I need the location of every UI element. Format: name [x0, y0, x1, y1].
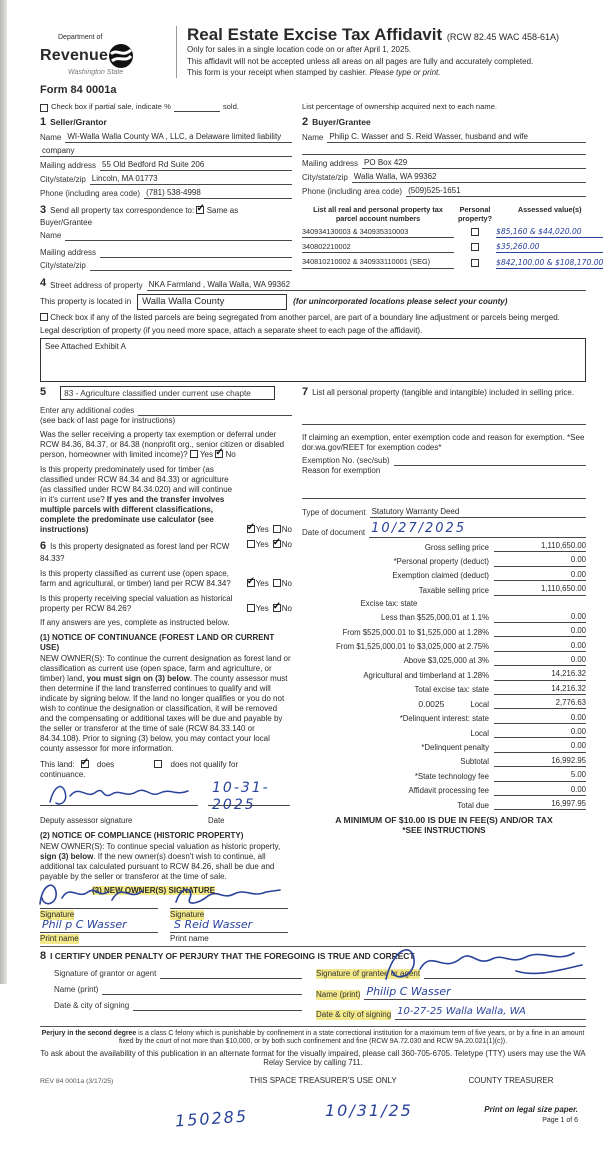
buyer-name-field-2[interactable]: [302, 146, 586, 155]
street-address-field[interactable]: [147, 280, 586, 291]
exemption-question: [40, 430, 292, 460]
field-label: Phone (including area code): [302, 187, 403, 197]
grantee-signature-label: Signature of grantee or agent: [316, 969, 421, 979]
parcel-row: [302, 242, 603, 253]
tax-label: Taxable selling price: [418, 585, 489, 595]
section-1-seller: [40, 116, 292, 200]
seller-name-field[interactable]: [65, 132, 292, 143]
county-note: (for unincorporated locations please select your county): [293, 296, 508, 306]
does-not-checkbox[interactable]: [154, 760, 162, 768]
personal-property-field[interactable]: [302, 416, 586, 425]
yes-label: Yes: [199, 450, 213, 460]
does-checkbox[interactable]: [81, 760, 89, 768]
buyer-phone-field[interactable]: [406, 186, 586, 197]
notice-text-bold: you must sign on (3) below: [86, 673, 190, 683]
buyer-name-field[interactable]: [327, 132, 586, 143]
tax-label: *Personal property (deduct): [393, 556, 489, 566]
tax-label: Local: [470, 728, 489, 738]
partial-sale-percent-field[interactable]: [174, 111, 220, 112]
yes-label: Yes: [255, 525, 269, 535]
tax-label: Subtotal: [460, 757, 489, 767]
tax-label: Gross selling price: [424, 542, 489, 552]
street-address-label: Street address of property: [50, 280, 143, 290]
grantee-name-value: Philip C Wasser: [366, 985, 451, 999]
predominate-question-bold: If yes and the transfer involves multiple parcels with different classifications, complete the predominate use calculator (see instructions): [40, 495, 225, 535]
treasurer-space-label: THIS SPACE TREASURER'S USE ONLY: [249, 1076, 397, 1086]
field-label: City/state/zip: [302, 173, 348, 183]
field-label: Name: [302, 133, 324, 143]
tax-label: Above $3,025,000 at 3%: [403, 656, 489, 666]
partial-sale-row: [40, 102, 586, 111]
tax-label: Agricultural and timberland at 1.28%: [363, 670, 489, 680]
grantee-signature-field[interactable]: [424, 970, 586, 979]
additional-codes-field[interactable]: [138, 407, 292, 416]
section-8-certify: [40, 946, 586, 1020]
header-note-3: [187, 68, 586, 78]
assessed-value: $35,260.00: [496, 242, 540, 252]
historic-yes-checkbox[interactable]: [247, 604, 255, 612]
section-5-number: 5: [40, 386, 47, 399]
assessed-value-col-header: Assessed value(s): [517, 205, 582, 215]
header-note-1: Only for sales in a single location code on or after April 1, 2025.: [187, 45, 412, 55]
owner-print-name-1: Phil p C Wasser: [42, 917, 127, 931]
grantor-name-field[interactable]: [102, 986, 302, 995]
does-label: does: [96, 759, 115, 769]
forest-no-checkbox[interactable]: [273, 540, 281, 548]
grantee-date-city-label: Date & city of signing: [316, 1009, 392, 1019]
notice-text: . The county assessor must then determine if the land transferred continues to qualify and will indicate by signing below. If the land no longer qualifies or you do not wish to continue the designation or classification, it will be removed and the compensating or additional taxes will be due and payable by the seller or transferor at the time of sale (RCW 84.33.140 or 84.34.108). Prior to signing (3) below, you may contact your local county assessor for more information.: [40, 673, 288, 753]
section-2-number: 2: [302, 115, 309, 128]
forest-land-question: [40, 540, 292, 564]
form-title-text: Real Estate Excise Tax Affidavit: [187, 25, 443, 44]
current-use-no-checkbox[interactable]: [273, 579, 281, 587]
seller-phone-value: (781) 538-4998: [146, 188, 201, 198]
land-use-code-select[interactable]: 83 - Agriculture classified under current use chapte: [60, 386, 275, 400]
grantor-date-city-label: Date & city of signing: [54, 1001, 130, 1011]
forest-yes-checkbox[interactable]: [247, 540, 255, 548]
personal-property-intro: List all personal property (tangible and intangible) included in selling price.: [312, 387, 575, 397]
land-qualify-row: [40, 760, 292, 770]
county-select[interactable]: Walla Walla County: [137, 294, 287, 310]
tax-label: Total due: [457, 800, 489, 810]
type-of-document-field[interactable]: [370, 507, 586, 518]
type-of-document-label: Type of document: [302, 507, 366, 517]
exemption-no-field[interactable]: [394, 457, 586, 466]
tax-label: Affidavit processing fee: [408, 786, 489, 796]
continuance-label: continuance.: [40, 769, 86, 779]
treasurer-stamp-date: 10/31/25: [325, 1100, 413, 1120]
deputy-assessor-signature: [44, 778, 194, 808]
buyer-phone-value: (509)525-1651: [408, 186, 461, 196]
grantor-date-city-field[interactable]: [133, 1002, 302, 1011]
form-title: [187, 26, 586, 44]
current-use-question-text: Is this property classified as current use (open space, farm and agricultural, or timber) land per RCW 84.34?: [40, 568, 231, 588]
seller-name-value: WI-Walla Walla County WA , LLC, a Delaware limited liability: [67, 132, 282, 142]
notice-continuance-paragraph: [40, 654, 292, 754]
tax-value: 0.00: [494, 655, 586, 666]
field-label: Name: [40, 231, 62, 241]
seller-city-field[interactable]: [90, 174, 292, 185]
section-3-correspondence: [40, 204, 292, 271]
deputy-signature-label: Deputy assessor signature: [40, 815, 133, 825]
scan-edge: [0, 0, 7, 984]
parcel-number: 340810210002 & 340933110001 (SEG): [302, 257, 454, 268]
buyer-name-value: Philip C. Wasser and S. Reid Wasser, husband and wife: [329, 132, 528, 142]
buyer-mailing-value: PO Box 429: [364, 158, 408, 168]
historic-no-checkbox[interactable]: [273, 604, 281, 612]
deputy-date-value: 10-31-2025: [212, 779, 270, 814]
same-as-buyer-label: Same as Buyer/Grantee: [40, 206, 239, 228]
certify-statement: I CERTIFY UNDER PENALTY OF PERJURY THAT THE FOREGOING IS TRUE AND CORRECT: [50, 950, 415, 961]
tax-value: 5.00: [494, 770, 586, 781]
notice-text-bold: sign (3) below: [40, 851, 94, 861]
tax-value: 0.00: [494, 626, 586, 637]
current-use-question: [40, 569, 292, 589]
personal-property-checkbox[interactable]: [471, 228, 479, 236]
tax-value: 1,110,650.00: [494, 541, 586, 552]
seller-mailing-value: 55 Old Bedford Rd Suite 206: [102, 160, 205, 170]
yes-label: Yes: [255, 540, 269, 550]
predominate-yes-checkbox[interactable]: [247, 525, 255, 533]
tax-label: Less than $525,000.01 at 1.1%: [381, 613, 489, 623]
new-owner-signature-header: (3) NEW OWNER(S) SIGNATURE: [92, 885, 215, 895]
section-7-number: 7: [302, 385, 309, 398]
tax-label: From $525,000.01 to $1,525,000 at 1.28%: [342, 627, 489, 637]
dor-logo: [108, 43, 134, 69]
exemption-yes-checkbox[interactable]: [190, 450, 198, 458]
exemption-no-label: Exemption No. (sec/sub): [302, 455, 390, 465]
grantee-name-field[interactable]: [364, 985, 586, 1000]
see-instructions-note: *SEE INSTRUCTIONS: [402, 826, 486, 836]
header-note-2: This affidavit will not be accepted unless all areas on all pages are fully and accurately completed.: [187, 56, 534, 66]
section-2-title: Buyer/Grantee: [312, 116, 371, 127]
no-label: No: [281, 578, 292, 588]
form-title-rcw: (RCW 82.45 WAC 458-61A): [446, 32, 560, 42]
owner-print-name-field-2[interactable]: [170, 932, 288, 933]
print-note: [484, 1105, 578, 1126]
current-use-yes-checkbox[interactable]: [247, 579, 255, 587]
predominate-question-text: Is this property predominately used for timber (as classified under RCW 84.34 and 84.33) or agriculture (as classified under RCW 84.34.020) and will continue in it's current use?: [40, 465, 233, 505]
section-4-number: 4: [40, 277, 47, 290]
no-label: No: [225, 450, 236, 460]
tax-value: 2,776.63: [494, 698, 586, 709]
buyer-city-field[interactable]: [352, 172, 586, 183]
excise-tax-state-header: Excise tax: state: [360, 598, 418, 608]
print-name-label: Print name: [170, 933, 209, 943]
date-of-document-value: 10/27/2025: [371, 520, 467, 536]
parcel-number: 340802210002: [302, 242, 454, 253]
section-2-buyer: [302, 116, 586, 200]
legal-description-label: Legal description of property (if you need more space, attach a separate sheet to each page of the affidavit).: [40, 325, 423, 335]
parcel-row: [302, 227, 603, 238]
tax-value: 0.00: [494, 713, 586, 724]
signature-label: Signature: [170, 909, 205, 919]
tax-value: 0.00: [494, 741, 586, 752]
predominate-no-checkbox[interactable]: [273, 525, 281, 533]
grantor-name-print-label: Name (print): [54, 985, 99, 995]
parcel-row: [302, 257, 603, 268]
tax-value: 16,992.95: [494, 756, 586, 767]
signature-label: Signature: [40, 909, 75, 919]
tax-value: 1,110,650.00: [494, 584, 586, 595]
grantee-signing-block: [316, 963, 586, 1019]
form-number: Form 84 0001a: [40, 83, 117, 96]
minimum-due-note: A MINIMUM OF $10.00 IS DUE IN FEE(S) AND/OR TAX: [335, 815, 553, 826]
perjury-text: is a class C felony which is punishable by confinement in a state correctional institution for a maximum term of five years, or by a fine in an amount fixed by the court of not more than $10,000, or by both such confinement and fine (RCW 9A.72.030 and RCW 9A.20.021(1)(c)).: [119, 1029, 585, 1045]
tax-value: 0.00: [494, 570, 586, 581]
footer-labels: [40, 1076, 586, 1086]
grantor-signing-block: [40, 963, 302, 1019]
revenue-wordmark: Revenue: [40, 46, 109, 64]
partial-sale-label: Check box if partial sale, indicate %: [51, 102, 171, 112]
field-label: Name: [40, 133, 62, 143]
seller-phone-field[interactable]: [144, 188, 292, 199]
tax-label: From $1,525,000.01 to $3,025,000 at 2.75%: [335, 642, 489, 651]
new-owner-signature-1: [34, 876, 154, 910]
grantor-signature-field[interactable]: [160, 970, 302, 979]
ownership-note: List percentage of ownership acquired next to each name.: [302, 102, 498, 112]
yes-label: Yes: [255, 603, 269, 613]
section-8-number: 8: [40, 949, 47, 962]
field-label: City/state/zip: [40, 261, 86, 271]
grantee-date-city-field[interactable]: [395, 1006, 586, 1020]
date-label: Date: [208, 815, 225, 825]
tax-label: *Delinquent interest: state: [399, 714, 489, 724]
no-label: No: [281, 603, 292, 613]
rev-number: REV 84 0001a (3/17/25): [40, 1078, 114, 1086]
segregated-label: Check box if any of the listed parcels are being segregated from another parcel, are part of a boundary line adjustment or parcels being merged.: [50, 312, 560, 322]
legal-description-box[interactable]: [40, 338, 586, 382]
tax-label: Local: [470, 699, 489, 709]
page-number: Page 1 of 6: [542, 1116, 578, 1124]
section-1-number: 1: [40, 115, 47, 128]
field-label: Phone (including area code): [40, 189, 141, 199]
header-note-3-italic: Please type or print.: [369, 68, 441, 78]
if-yes-note: If any answers are yes, complete as instructed below.: [40, 617, 230, 627]
field-label: Mailing address: [40, 248, 97, 258]
header: [40, 26, 586, 97]
no-label: No: [281, 540, 292, 550]
section-3-text: Send all property tax correspondence to:: [50, 206, 195, 216]
personal-property-checkbox[interactable]: [471, 243, 479, 251]
grantee-name-print-label: Name (print): [316, 990, 361, 1000]
date-of-document-label: Date of document: [302, 527, 366, 537]
deputy-signature-field[interactable]: [40, 805, 198, 806]
grantor-signature-label: Signature of grantor or agent: [54, 969, 157, 979]
exemption-question-text: Was the seller receiving a property tax exemption or deferral under RCW 84.36, 84.37, or 84.38 (nonprofit org., senior citizen or disabled person, homeowner with limited income)?: [40, 430, 285, 460]
tax-value: 16,997.95: [494, 799, 586, 810]
seller-name-field-2[interactable]: [40, 146, 292, 157]
partial-sale-checkbox[interactable]: [40, 104, 48, 112]
notice-text: . If the new owner(s) doesn't wish to continue, all additional tax calculated pursuant to RCW 84.26, shall be due and payable by the seller or transferor at the time of sale.: [40, 851, 275, 881]
print-note-text: Print on legal size paper.: [484, 1104, 578, 1114]
deputy-signature-labels: [40, 816, 292, 826]
notice-continuance-header: (1) NOTICE OF CONTINUANCE (FOREST LAND OR CURRENT USE): [40, 632, 275, 652]
personal-property-checkbox[interactable]: [471, 259, 479, 267]
historic-question: [40, 594, 292, 614]
tax-label: Total excise tax: state: [414, 685, 489, 695]
section-3-number: 3: [40, 204, 47, 217]
correspondence-name-field[interactable]: [65, 232, 292, 241]
tax-label: *State technology fee: [414, 771, 489, 781]
segregated-checkbox[interactable]: [40, 313, 48, 321]
alt-format-note: To ask about the availability of this publication in an alternate format for the visually impaired, please call 360-705-6705. Teletype (TTY) users may use the WA Relay Service by calling 711.: [40, 1049, 586, 1068]
field-label: Mailing address: [40, 161, 97, 171]
perjury-bold: Perjury in the second degree: [41, 1029, 137, 1037]
legal-description-value: See Attached Exhibit A: [45, 341, 126, 351]
notice-text: NEW OWNER(S): To continue special valuation as historic property,: [40, 841, 281, 851]
county-treasurer-label: COUNTY TREASURER: [468, 1076, 554, 1086]
section-7-tax-column: [302, 386, 586, 940]
tax-value: 0.00: [494, 727, 586, 738]
additional-codes-note: (see back of last page for instructions): [40, 416, 176, 426]
reason-exemption-label: Reason for exemption: [302, 465, 381, 475]
no-label: No: [281, 525, 292, 535]
deputy-signature-zone: [40, 779, 292, 816]
seller-mailing-field[interactable]: [100, 160, 292, 171]
local-rate-value: 0.0025: [418, 698, 445, 709]
perjury-note: [40, 1030, 586, 1047]
assessed-value: $85,160 & $44,020.00: [496, 227, 582, 237]
print-name-label: Print name: [40, 933, 79, 943]
tax-value: 14,216.32: [494, 684, 586, 695]
tax-value: 0.00: [494, 641, 586, 652]
additional-codes-label: Enter any additional codes: [40, 406, 135, 416]
field-label: Mailing address: [302, 159, 359, 169]
department-of-label: Department of: [58, 34, 103, 41]
divider: [40, 1026, 586, 1027]
grantee-signature: [376, 937, 586, 991]
personal-property-col-header: Personal property?: [457, 205, 493, 223]
exemption-instructions: If claiming an exemption, enter exemption code and reason for exemption. *See dor.wa.gov/REET for exemption codes*: [302, 432, 585, 452]
parcel-number: 340934130003 & 340935310003: [302, 227, 454, 238]
field-label: City/state/zip: [40, 175, 86, 185]
located-in-label: This property is located in: [40, 296, 132, 306]
assessed-value: $842,100.00 & $108,170.00: [496, 257, 603, 267]
partial-sale-sold-label: sold.: [222, 102, 239, 112]
section-1-title: Seller/Grantor: [50, 116, 107, 127]
correspondence-city-field[interactable]: [90, 262, 292, 271]
grantee-date-city-value: 10-27-25 Walla Walla, WA: [397, 1006, 526, 1018]
yes-label: Yes: [255, 578, 269, 588]
treasurer-stamp-number: 150285: [174, 1106, 249, 1131]
owner-signature-field-2[interactable]: [170, 908, 288, 909]
reason-exemption-field[interactable]: [302, 490, 586, 499]
tax-label: *Delinquent penalty: [421, 742, 489, 752]
treasurer-stamp-area: [40, 1087, 586, 1157]
tax-value: 0.00: [494, 785, 586, 796]
notice-text: NEW OWNER(S): To continue the current designation as forest land or classification as current use (open space, farm and agriculture, or timber) land,: [40, 653, 291, 683]
tax-label: Exemption claimed (deduct): [392, 571, 489, 581]
predominate-use-question: [40, 465, 292, 535]
seller-city-value: Lincoln, MA 01773: [91, 174, 158, 184]
owner-print-name-field-1[interactable]: [40, 932, 158, 933]
new-owner-signature-2: [168, 880, 288, 910]
parcel-table: [302, 206, 603, 271]
washington-state-label: Washington State: [68, 68, 124, 76]
historic-question-text: Is this property receiving special valuation as historical property per RCW 84.26?: [40, 593, 233, 613]
agency-block: [40, 26, 168, 97]
notice-compliance-header: (2) NOTICE OF COMPLIANCE (HISTORIC PROPERTY): [40, 830, 244, 840]
this-land-label: This land:: [40, 759, 75, 769]
exemption-no-checkbox[interactable]: [215, 450, 223, 458]
tax-value: 0.00: [494, 555, 586, 566]
section-5-6-column: [40, 386, 292, 943]
correspondence-mailing-field[interactable]: [100, 249, 292, 258]
new-owner-signature-block: [40, 882, 292, 943]
buyer-city-value: Walla Walla, WA 99362: [353, 172, 437, 182]
forest-question-text: Is this property designated as forest land per RCW 84.33?: [40, 542, 230, 563]
tax-value: 0.00: [494, 612, 586, 623]
date-of-document-field[interactable]: [369, 521, 586, 538]
owner-print-name-2: S Reid Wasser: [174, 917, 253, 931]
seller-name-value-2: company: [42, 146, 75, 156]
owner-signature-field-1[interactable]: [40, 908, 158, 909]
tax-value: 14,216.32: [494, 669, 586, 680]
buyer-mailing-field[interactable]: [362, 158, 586, 169]
street-address-value: NKA Farmland , Walla Walla, WA 99362: [148, 279, 291, 289]
section-4-property: [40, 277, 586, 382]
does-not-label: does not qualify for: [170, 759, 239, 769]
same-as-buyer-checkbox[interactable]: [196, 206, 204, 214]
deputy-date-field[interactable]: [208, 805, 290, 806]
parcel-col-header: List all real and personal property tax parcel account numbers: [313, 205, 443, 223]
section-6-number: 6: [40, 540, 47, 553]
type-of-document-value: Statutory Warranty Deed: [371, 506, 460, 516]
header-note-3-text: This form is your receipt when stamped by cashier.: [187, 68, 368, 78]
